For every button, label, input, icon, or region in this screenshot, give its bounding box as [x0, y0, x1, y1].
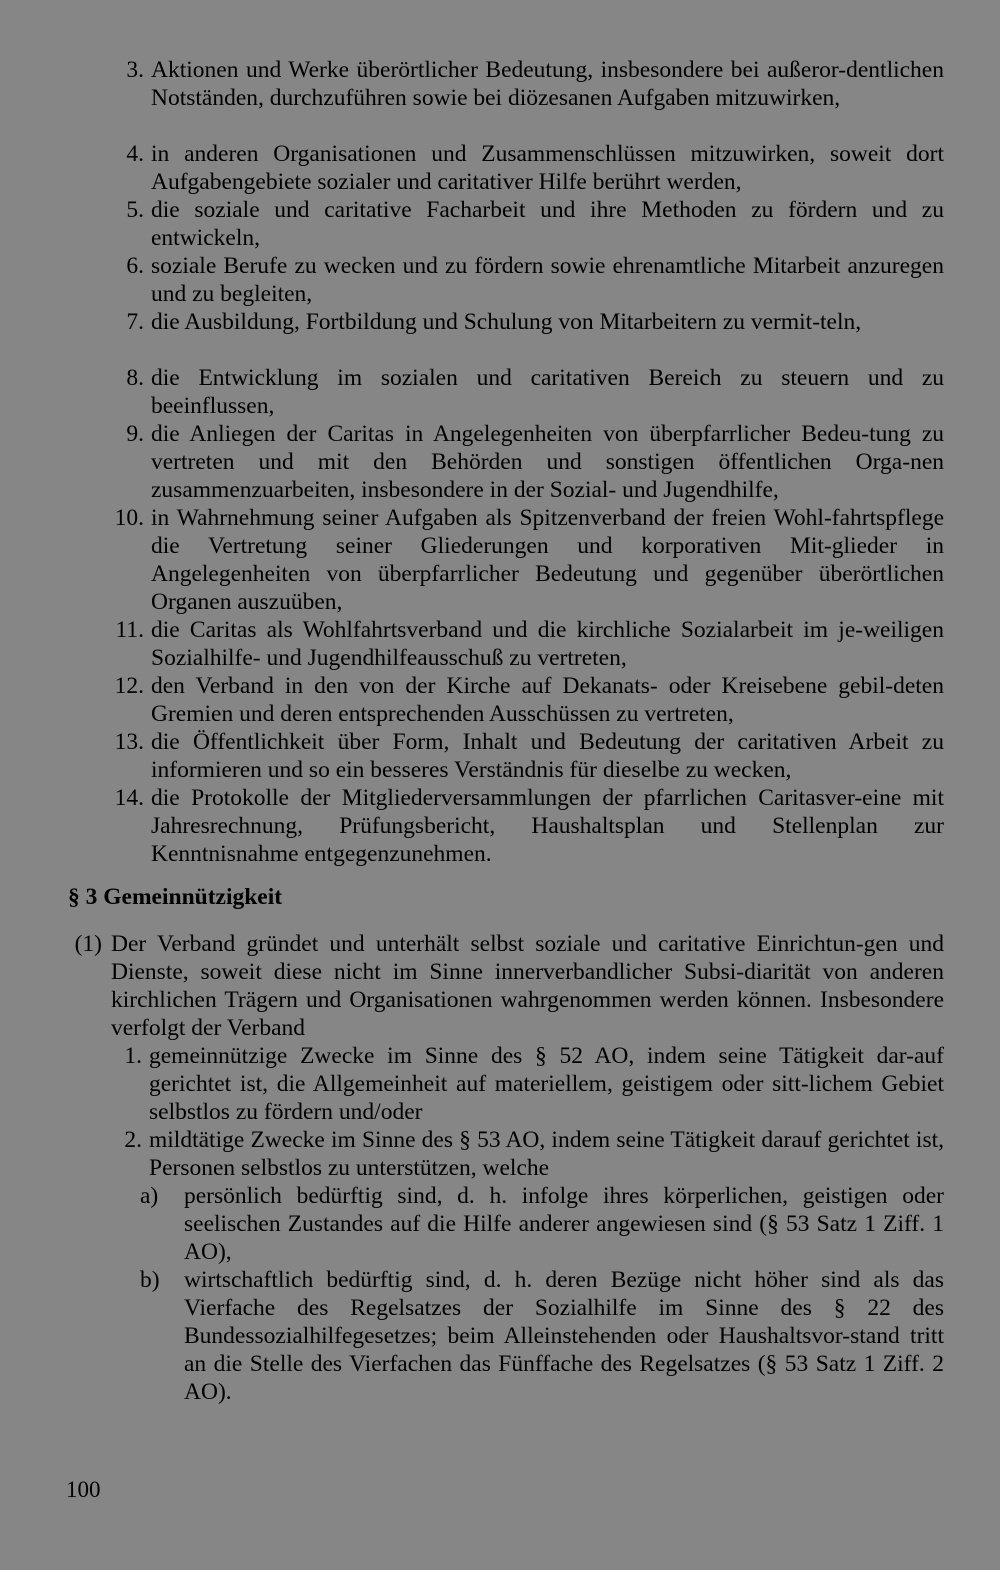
list-item-text: gemeinnützige Zwecke im Sinne des § 52 AO, indem seine Tätigkeit dar-auf gerichtet ist, die Allgemeinheit auf materiellem, geistigem oder sitt-lichem Gebiet selbstlos zu fördern und/oder — [149, 1043, 944, 1125]
list-item-text: die Caritas als Wohlfahrtsverband und die kirchliche Sozialarbeit im je-weiligen Sozialhilfe- und Jugendhilfeausschuß zu vertreten, — [151, 617, 944, 671]
list-item-text: persönlich bedürftig sind, d. h. infolge ihres körperlichen, geistigen oder seelischen Zustandes auf die Hilfe anderer angewiesen sind (§ 53 Satz 1 Ziff. 1 AO), — [184, 1183, 944, 1265]
list-item-text: die soziale und caritative Facharbeit und ihre Methoden zu fördern und zu entwickeln, — [151, 197, 944, 251]
section-heading: § 3 Gemeinnützigkeit — [68, 884, 283, 910]
list-item-letter: b) — [140, 1267, 160, 1293]
list-item-number: 10. — [114, 505, 144, 531]
list-item-number: 11. — [115, 617, 144, 643]
list-item-text: in anderen Organisationen und Zusammenschlüssen mitzuwirken, soweit dort Aufgabengebiete sozialer und caritativer Hilfe berührt werden, — [151, 141, 944, 195]
list-item-number: 3. — [126, 57, 144, 83]
list-item-number: 2. — [124, 1127, 142, 1153]
list-item-number: 9. — [126, 421, 144, 447]
list-item-number: 8. — [126, 365, 144, 391]
list-item-letter: a) — [140, 1183, 159, 1209]
list-item-number: 14. — [114, 785, 144, 811]
list-item-text: die Entwicklung im sozialen und caritativen Bereich zu steuern und zu beeinflussen, — [151, 365, 944, 419]
list-item-text: wirtschaftlich bedürftig sind, d. h. deren Bezüge nicht höher sind als das Vierfache des Regelsatzes der Sozialhilfe im Sinne des § 22 des Bundessozialhilfegesetzes; beim Alleinstehenden oder Haushaltsvor-stand tritt an die Stelle des Vierfachen das Fünffache des Regelsatzes (§ 53 Satz 1 Ziff. 2 AO). — [184, 1267, 944, 1405]
list-item-text: die Öffentlichkeit über Form, Inhalt und Bedeutung der caritativen Arbeit zu informieren und so ein besseres Verständnis für dieselbe zu wecken, — [151, 729, 944, 783]
list-item-text: in Wahrnehmung seiner Aufgaben als Spitzenverband der freien Wohl-fahrtspflege die Vertretung seiner Gliederungen und korporativen Mit-glieder in Angelegenheiten von überpfarrlicher Bedeutung und gegenüber überörtlichen Organen auszuüben, — [151, 505, 944, 615]
list-item-text: Aktionen und Werke überörtlicher Bedeutung, insbesondere bei außeror-dentlichen Notständen, durchzuführen sowie bei diözesanen Aufgaben mitzuwirken, — [151, 57, 944, 111]
list-item-number: 7. — [126, 309, 144, 335]
list-item-text: die Ausbildung, Fortbildung und Schulung von Mitarbeitern zu vermit-teln, — [151, 309, 862, 335]
list-item-number: 6. — [126, 253, 144, 279]
paragraph-text: Der Verband gründet und unterhält selbst soziale und caritative Einrichtun-gen und Dienste, soweit diese nicht im Sinne innerverbandlicher Subsi-diarität von anderen kirchlichen Trägern und Organisationen wahrgenommen werden können. Insbesondere verfolgt der Verband — [111, 931, 944, 1041]
list-item-number: 1. — [124, 1043, 142, 1069]
page-number: 100 — [66, 1477, 101, 1502]
list-item-number: 5. — [126, 197, 144, 223]
list-item-text: soziale Berufe zu wecken und zu fördern sowie ehrenamtliche Mitarbeit anzuregen und zu begleiten, — [151, 253, 944, 307]
list-item-text: die Protokolle der Mitgliederversammlungen der pfarrlichen Caritasver-eine mit Jahresrechnung, Prüfungsbericht, Haushaltsplan und Stellenplan zur Kenntnisnahme entgegenzunehmen. — [151, 785, 944, 867]
list-item-text: die Anliegen der Caritas in Angelegenheiten von überpfarrlicher Bedeu-tung zu vertreten und mit den Behörden und sonstigen öffentlichen Orga-nen zusammenzuarbeiten, insbesondere in der Sozial- und Jugendhilfe, — [151, 421, 944, 503]
list-item-number: 4. — [126, 141, 144, 167]
list-item-text: mildtätige Zwecke im Sinne des § 53 AO, indem seine Tätigkeit darauf gerichtet ist, Personen selbstlos zu unterstützen, welche — [149, 1127, 944, 1181]
paragraph-number: (1) — [74, 931, 102, 957]
list-item-number: 13. — [114, 729, 144, 755]
list-item-text: den Verband in den von der Kirche auf Dekanats- oder Kreisebene gebil-deten Gremien und deren entsprechenden Ausschüssen zu vertreten, — [151, 673, 944, 727]
list-item-number: 12. — [114, 673, 144, 699]
